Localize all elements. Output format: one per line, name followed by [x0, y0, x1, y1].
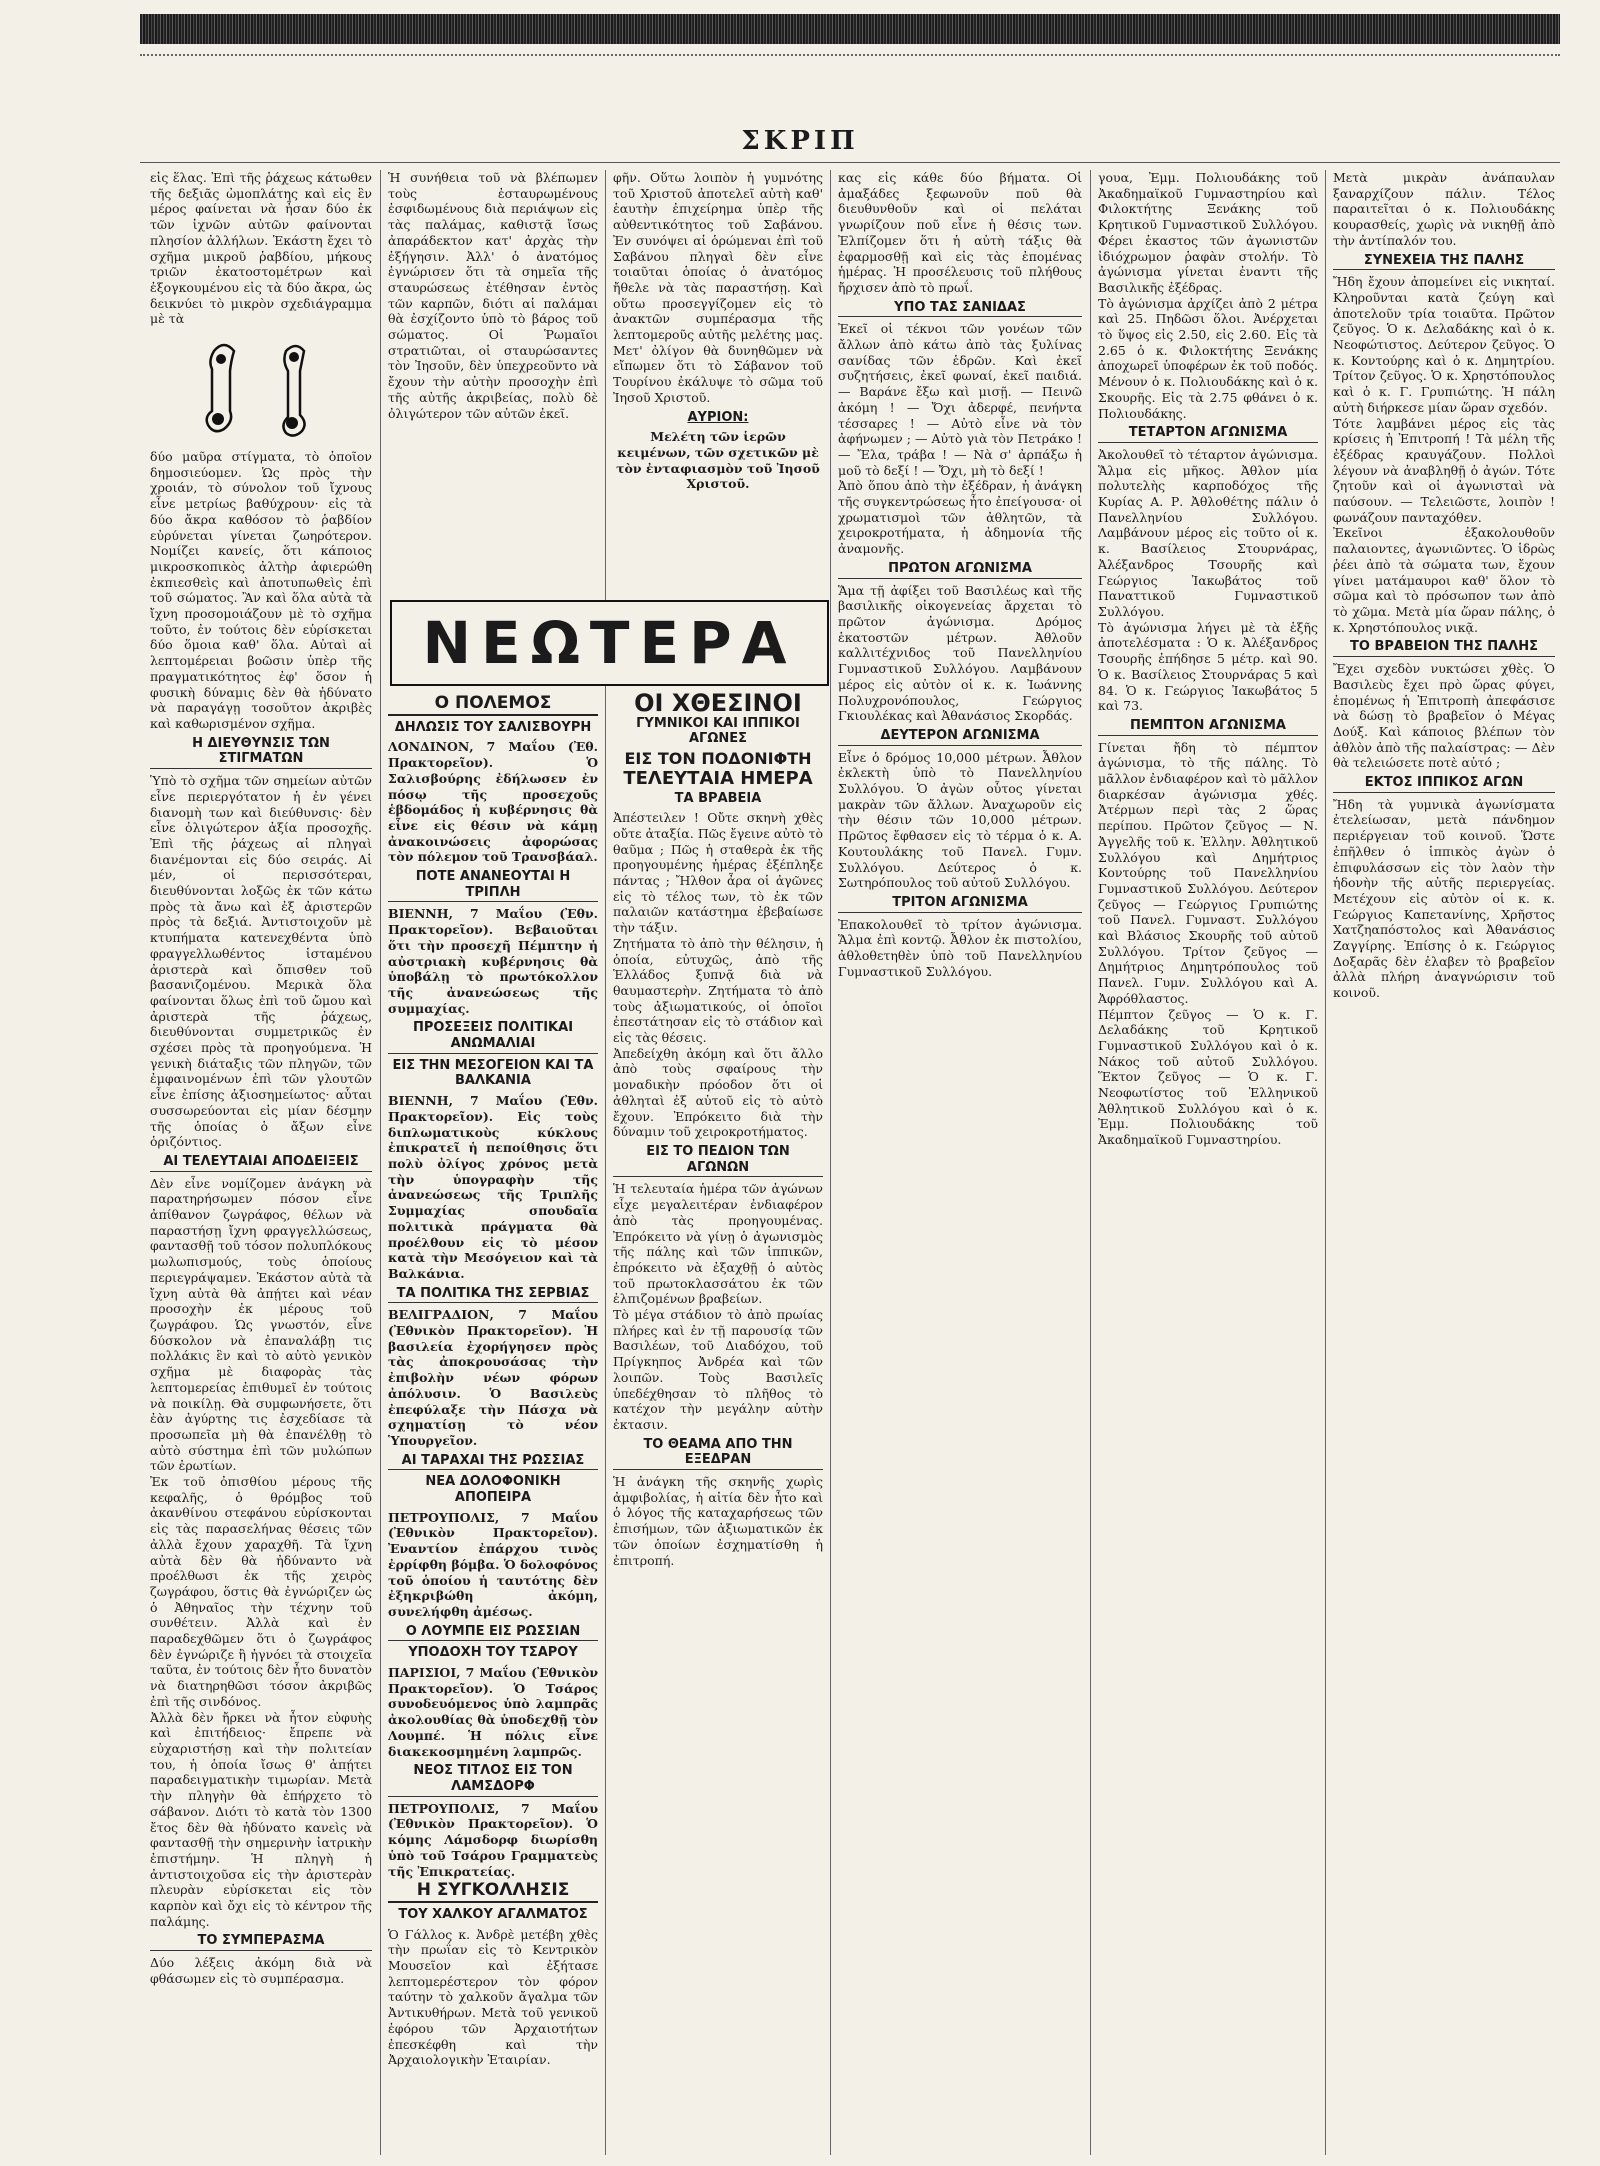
section-heading: ΤΟ ΣΥΜΠΕΡΑΣΜΑ [150, 1933, 372, 1951]
section-heading: ΑΙ ΤΕΛΕΥΤΑΙΑΙ ΑΠΟΔΕΙΞΕΙΣ [150, 1154, 372, 1172]
section-heading: ΥΠΟ ΤΑΣ ΣΑΝΙΔΑΣ [838, 300, 1082, 318]
column-divider [605, 170, 606, 2155]
news-paragraph: ΒΙΕΝΝΗ, 7 Μαΐου (Ἐθν. Πρακτορεῖον). Εἰς τοὺς διπλωματικοὺς κύκλους ἐπικρατεῖ ἡ πεποίθησις ὅτι πολὺ ὀλίγος χρόνος μετὰ τὴν ὑπογραφὴν τῆς ἀνανεώσεως τῆς Τριπλῆς Συμμαχίας σπουδαῖα πολιτικὰ πράγματα θὰ προέλθουν εἰς τὸ μέσον κατὰ τὴν Μεσόγειον καὶ τὰ Βαλκάνια. [388, 1093, 598, 1281]
paragraph: Ἀπεδείχθη ἀκόμη καὶ ὅτι ἄλλο ἀπὸ τοὺς σφαίρους τὴν μοναδικὴν πρόοδον ὅτι οἱ ἀθληταὶ ἐξ αὐτοῦ εἰς τὸ αὐτὸ ἔχουν. Ἐπρόκειτο διὰ τὴν δύναμιν τοῦ χειροκροτήματος. [613, 1045, 823, 1140]
column-7 [1333, 170, 1555, 2150]
section-heading: ΕΚΤΟΣ ΙΠΠΙΚΟΣ ΑΓΩΝ [1333, 775, 1555, 793]
paragraph: Ἤδη τὰ γυμνικὰ ἀγωνίσματα ἐτελείωσαν, μετὰ πάνδημον περιέργειαν τοῦ κοινοῦ. Ὥστε ἐπῆλθεν ὁ ἱππικὸς ἀγὼν ὁ ἐπιφυλάσσων εἰς τὸν λαὸν τὴν ἡδονὴν τῆς αὐτῆς περιεργείας. Μετέχουν εἰς αὐτὸν οἱ κ. κ. Γεώργιος Καπετανίνης, Χρῆστος Χατζηαπόστολος καὶ Ἀθανάσιος Ζαγγίρης. Ἐπίσης ὁ κ. Γεώργιος Δοξαρᾶς δὲν ἐλαβεν τὸ βραβεῖον ἀλλὰ πλήρη ἀναγνώρισιν τοῦ κοινοῦ. [1333, 796, 1555, 1001]
paragraph: Ἤδη ἔχουν ἀπομείνει εἰς νικηταί. Κληροῦνται κατὰ ζεύγη καὶ ἀποτελοῦν τρία τοιαῦτα. Πρῶτον ζεῦγος. Ὁ κ. Δελαδάκης καὶ ὁ κ. Νεοφώτιστος. Δεύτερον ζεῦγος. Ὁ κ. Κοντούρης καὶ ὁ κ. Δημητρίου. Τρίτον ζεῦγος. Ὁ κ. Χρηστόπουλος καὶ ὁ κ. Γ. Γρυπιώτης. Ἡ πάλη αὐτὴ διήρκεσε μίαν ὥραν σχεδόν. [1333, 274, 1555, 415]
column-divider [830, 170, 831, 2155]
news-heading: Η ΣΥΓΚΟΛΛΗΣΙΣ [388, 1883, 598, 1903]
paragraph: Εἶνε ὁ δρόμος 10,000 μέτρων. Ἆθλον ἐκλεκτὴ ὑπὸ τὸ Πανελληνίου Συλλόγου. Ὁ ἀγὼν οὗτος γίνεται μακρὰν τῶν ἄλλων. Ἀναχωροῦν εἰς τὴν θέσιν τῶν 10,000 μέτρων. Πρῶτος ἔφθασεν εἰς τὸ τέρμα ὁ κ. Α. Κουτουλάκης τοῦ Πανελ. Γυμν. Συλλόγου. Δεύτερος ὁ κ. Σωτηρόπουλος τοῦ αὐτοῦ Συλλόγου. [838, 749, 1082, 891]
top-dotted-rule [140, 54, 1560, 56]
news-paragraph: ΛΟΝΔΙΝΟΝ, 7 Μαΐου (Ἐθ. Πρακτορεῖον). Ὁ Σαλισβούρης ἐδήλωσεν ἐν πόσῳ τῆς προσεχοῦς ἑβδομάδος ἡ κυβέρνησις θὰ εἶνε εἰς θέσιν νὰ κάμῃ ἀνακοινώσεις ἀφορώσας τὸν πόλεμον τοῦ Τρανσβάαλ. [388, 739, 598, 865]
news-paragraph: ΠΑΡΙΣΙΟΙ, 7 Μαΐου (Ἐθνικὸν Πρακτορεῖον). Ὁ Τσάρος συνοδευόμενος ὑπὸ λαμπρᾶς ἀκολουθίας θὰ ὑποδεχθῇ τὸν Λουμπέ. Ἡ πόλις εἶνε διακεκοσμημένη λαμπρῶς. [388, 1665, 598, 1759]
column-6 [1098, 170, 1318, 2150]
paragraph: Μετὰ μικρὰν ἀνάπαυλαν ξαναρχίζουν πάλιν. Τέλος παραιτεῖται ὁ κ. Πολιουδάκης κουρασθείς, χωρὶς νὰ νικηθῇ ἀπὸ τὴν ἀντίπαλόν του. [1333, 170, 1555, 248]
paragraph: Ἀπέστειλεν ! Οὔτε σκηνὴ χθὲς οὔτε ἀταξία. Πῶς ἔγεινε αὐτὸ τὸ θαῦμα ; Πῶς ἡ σταθερὰ ἐκ τῆς προηγουμένης ἡμέρας ἐξέπληξε πάντας ; Ἤλθον ἆρα οἱ ἀγῶνες εἰς τὸ τέλος των, τὸ ἐκ τῶν παλαιῶν κατάστημα ἐβεβαίωσε τὴν τάξιν. [613, 810, 823, 936]
news-heading: Ο ΛΟΥΜΠΕ ΕΙΣ ΡΩΣΣΙΑΝ [388, 1624, 598, 1642]
news-subheading: ΕΙΣ ΤΗΝ ΜΕΣΟΓΕΙΟΝ ΚΑΙ ΤΑ ΒΑΛΚΑΝΙΑ [392, 1057, 594, 1089]
paragraph: Τὸ ἀγώνισμα λήγει μὲ τὰ ἑξῆς ἀποτελέσματα : Ὁ κ. Ἀλέξανδρος Τσουρῆς ἐπήδησε 5 μέτρ. καὶ 90. Ὁ κ. Βασίλειος Στουρνάρας 5 καὶ 84. Ὁ κ. Γεώργιος Ἰακωβάτος 5 καὶ 73. [1098, 619, 1318, 714]
news-column [388, 692, 598, 2150]
paragraph: Δύο λέξεις ἀκόμη διὰ νὰ φθάσωμεν εἰς τὸ συμπέρασμα. [150, 1955, 372, 1986]
section-heading: ΔΕΥΤΕΡΟΝ ΑΓΩΝΙΣΜΑ [838, 728, 1082, 746]
section-heading: ΤΟ ΒΡΑΒΕΙΟΝ ΤΗΣ ΠΑΛΗΣ [1333, 639, 1555, 657]
paragraph: Ἐκ τοῦ ὀπισθίου μέρους τῆς κεφαλῆς, ὁ θρόμβος τοῦ ἀκανθίνου στεφάνου εὑρίσκονται εἰς τὰς παρασελήνας θέσεις τῶν ἀλλὰ ἔχουν χαραχθῆ. Τὰ ἴχνη αὐτὰ δὲν θὰ ἠδύναντο νὰ προέλθωσι ἐκ τῆς χειρὸς ζωγράφου, ὅστις θὰ ἐγνώριζεν ὡς ὁ Ἀθηναῖος τὴν τέχνην τοῦ συνθέτειν. Ἀλλὰ καὶ ἐν παραδεχθῶμεν ὅτι ὁ ζωγράφος δὲν ἐγνώριζε ἢ ἠγνόει τὰ στοιχεῖα ταῦτα, ἐν τούτοις δὲν ἦτο δυνατὸν νὰ διατηρηθῶσι τόσον ἀκριβῶς ἐπὶ τῆς σινδόνος. [150, 1474, 372, 1709]
paragraph: Ζητήματα τὸ ἀπὸ τὴν θέλησιν, ἡ ὁποία, εὐτυχῶς, ἀπὸ τῆς Ἑλλάδος ξυπνᾷ διὰ νὰ θαυμαστερὴν. Ζητήματα τὸ ἀπὸ τοὺς ἀξιωματικούς, οἱ ὁποῖοι ἐπεστάτησαν εἰς τὸ στάδιον καὶ εἰς τὰς θέσεις. [613, 935, 823, 1046]
section-heading: ΠΕΜΠΤΟΝ ΑΓΩΝΙΣΜΑ [1098, 718, 1318, 736]
column-3-top [613, 170, 823, 590]
section-heading: ΤΡΙΤΟΝ ΑΓΩΝΙΣΜΑ [838, 895, 1082, 913]
paragraph: Ἐπακολουθεῖ τὸ τρίτον ἀγώνισμα. Ἅλμα ἐπὶ κοντῷ. Ἆθλον ἐκ πιστολίου, ἀθλοθετηθὲν ὑπὸ τοῦ Πανελληνίου Γυμναστικοῦ Συλλόγου. [838, 916, 1082, 979]
paragraph: γουα, Ἐμμ. Πολιουδάκης τοῦ Ἀκαδημαϊκοῦ Γυμναστηρίου καὶ Φιλοκτήτης Ξενάκης τοῦ Κρητικοῦ Γυμναστικοῦ Συλλόγου. Φέρει ἑκαστος τῶν ἀγωνιστῶν ἰδιόχρωμον ῥαφὰν στολήν. Τὸ ἀγώνισμα γίνεται ἐναντι τῆς Βασιλικῆς ἐξέδρας. [1098, 170, 1318, 295]
paragraph: Γίνεται ἤδη τὸ πέμπτον ἀγώνισμα, τὸ τῆς πάλης. Τὸ μᾶλλον ἐνδιαφέρον καὶ τὸ μᾶλλον διαρκέσαν ἀγώνισμα χθές. Ἀτέρμων περὶ τὰς 2 ὥρας περίπου. Πρῶτον ζεῦγος — Ν. Ἀγγελῆς τοῦ κ. Ἑλλην. Ἀθλητικοῦ Συλλόγου καὶ Δημήτριος Κοντούρης τοῦ Πανελληνίου Γυμναστικοῦ Συλλόγου. Δεύτερον ζεῦγος — Γεώργιος Γρυπιώτης τοῦ Πανελ. Γυμναστ. Συλλόγου καὶ Βλάσιος Σκουρῆς τοῦ αὐτοῦ Συλλόγου. Τρίτον ζεῦγος — Δημήτριος Δημητρόπουλος τοῦ Πανελ. Γυμν. Συλλόγου καὶ Α. Ἀφρόθλαστος. [1098, 739, 1318, 1006]
paragraph: Μελέτη τῶν ἱερῶν κειμένων, τῶν σχετικῶν μὲ τὸν ἐνταφιασμὸν τοῦ Ἰησοῦ Χριστοῦ. [616, 429, 820, 492]
games-subheading: ΤΑ ΒΡΑΒΕΙΑ [674, 790, 762, 806]
masthead: ΣΚΡΙΠ [741, 126, 859, 156]
section-heading: Η ΔΙΕΥΘΥΝΣΙΣ ΤΩΝ ΣΤΙΓΜΑΤΩΝ [150, 736, 372, 769]
news-paragraph: ΠΕΤΡΟΥΠΟΛΙΣ, 7 Μαΐου (Ἐθνικὸν Πρακτορεῖον). Ὁ κόμης Λάμσδορφ διωρίσθη ὑπὸ τοῦ Τσάρου Γραμματεὺς τῆς Ἐπικρατείας. [388, 1800, 598, 1879]
paragraph: Δὲν εἶνε νομίζομεν ἀνάγκη νὰ παρατηρήσωμεν πόσον εἶνε ἀπίθανον ζωγράφος, θέλων νὰ παραστήσῃ ἴχνη φραγγελλώσεως, φαντασθῇ τοῦ τόσον πολυπλόκους μωλωπισμούς, τοὺς ὁποίους περιεγράψαμεν. Ἑκάστον αὐτὰ τὰ ἴχνη αὐτὰ θὰ ἀπῄτει καὶ νέαν προσοχὴν ἐκ μέρους τοῦ ζωγράφου. Ὡς γνωστόν, εἶνε δύσκολον νὰ ἐπαναλάβῃ τις πολλάκις ἓν καὶ τὸ αὐτὸ γενικὸν σχῆμα μὲ διαφορὰς τὰς λεπτομερείας ἐπιθυμεῖ ἐν τούτοις νὰ ποικίλῃ. Θὰ συμφωνήσετε, ὅτι ἐὰν ἀγύρτης τις ἐσχεδίασε τὰ προσωπεῖα μὴ θὰ ἐπανέλθῃ τὸ αὐτὸ σύστημα ἐπὶ τῶν μυλώπων τῶν ἐρωτίων. [150, 1175, 372, 1474]
column-2-top [388, 170, 598, 590]
section-heading: ΣΥΝΕΧΕΙΑ ΤΗΣ ΠΑΛΗΣ [1333, 253, 1555, 271]
section-heading: ΕΙΣ ΤΟ ΠΕΔΙΟΝ ΤΩΝ ΑΓΩΝΩΝ [613, 1144, 823, 1177]
games-subheading: ΓΥΜΝΙΚΟΙ ΚΑΙ ΙΠΠΙΚΟΙ ΑΓΩΝΕΣ [636, 715, 800, 747]
news-paragraph: Ὁ Γάλλος κ. Ἀνδρὲ μετέβη χθὲς τὴν πρωΐαν εἰς τὸ Κεντρικὸν Μουσεῖον καὶ ἐξήτασε λεπτομερέστερον τὸν φόρον ταύτην τὸ χαλκοῦν ἄγαλμα τῶν Ἀντικυθήρων. Μετὰ τοῦ γενικοῦ ἐφόρου τῶν Ἀρχαιοτήτων ἐπεσκέφθη καὶ τὴν Ἀρχαιολογικὴν Ἑταιρίαν. [388, 1926, 598, 2068]
games-heading: ΟΙ ΧΘΕΣΙΝΟΙ [634, 692, 802, 717]
paragraph: Ὑπὸ τὸ σχῆμα τῶν σημείων αὐτῶν εἶνε περιεργότατον ἡ ἐν γένει διανομὴ των καὶ διεύθυνσις· δὲν εἶνε ὀλιγώτερον ἀξία προσοχῆς. Ἐπὶ τῆς ῥάχεως αἱ πληγαὶ διανέμονται εἰς δύο σειράς. Αἱ μέν, οἱ περισσότεραι, διευθύνονται λοξῶς ἐκ τῶν κάτω πρὸς τὰ ἄνω καὶ ἐξ ἀριστερῶν πρὸς τὰ δεξιά. Ἀντιστοιχοῦν μὲ κτυπήματα κατενεχθέντα ὑπὸ φραγγελλωθέντος ἱσταμένου ἀριστερὰ καὶ ὄπισθεν τοῦ βασανιζομένου. Μερικὰ ὅλα φαίνονται ὅλως ἐπὶ τοῦ ὤμου καὶ ἀριστερὰ τῆς ῥάχεως, διευθύνονται συμμετρικῶς ἐν σχέσει πρὸς τὰ προηγούμενα. Ἡ γενικὴ διάταξις τῶν πληγῶν, τῶν ἐμφαινομένων ἐπὶ τῶν γλουτῶν εἶνε ἐπίσης ἀξιοσημείωτος· αὗται συσσωρεύονται εἰς μίαν δέσμην τῆς ὁποίας ὁ ἄξων εἶνε ὁριζόντιος. [150, 773, 372, 1150]
news-heading: ΝΕΟΣ ΤΙΤΛΟΣ ΕΙΣ ΤΟΝ ΛΑΜΣΔΟΡΦ [388, 1763, 598, 1796]
paragraph: Ἐκεῖνοι ἐξακολουθοῦν παλαιοντες, ἀγωνιῶντες. Ὁ ἱδρὼς ῥέει ἀπὸ τὰ σώματα των, ἔχουν γίνει ματάμαυροι καθ' ὅλον τὸ σῶμα καὶ τὸ πρόσωπον των ἀπὸ τὸ χῶμα. Μετὰ μία ὥραν πάλης, ὁ κ. Χρηστόπουλος νικᾷ. [1333, 525, 1555, 635]
news-paragraph: ΒΙΕΝΝΗ, 7 Μαΐου (Ἐθν. Πρακτορεῖον). Βεβαιοῦται ὅτι τὴν προσεχῆ Πέμπτην ἡ αὐστριακὴ κυβέρνησις θὰ ὑποβάλῃ τὸ πρωτόκολλον τῆς ἀνανεώσεως τῆς συμμαχίας. [388, 906, 598, 1016]
paragraph: εἰς ἕλας. Ἐπὶ τῆς ῥάχεως κάτωθεν τῆς δεξιᾶς ὠμοπλάτης καὶ εἰς ἓν μέρος φαίνεται νὰ ἦσαν δύο ἐκ τῶν ἰχνῶν αὐτῶν φαίνονται πλησίον ἀλλήλων. Ἑκάστη ἔχει τὸ σχῆμα μικροῦ ῥαβδίου, μήκους τριῶν ἑκατοστομέτρων καὶ ἐξογκουμένου εἰς τὰ δύο ἄκρα, ὡς δεικνύει τὸ μικρὸν σχεδιάγραμμα μὲ τὰ [150, 170, 372, 327]
paragraph: Πέμπτον ζεῦγος — Ὁ κ. Γ. Δελαδάκης τοῦ Κρητικοῦ Γυμναστικοῦ Συλλόγου καὶ ὁ κ. Νάκος τοῦ αὐτοῦ Συλλόγου. Ἕκτον ζεῦγος — Ὁ κ. Γ. Νεοφωτίστος τοῦ Ἑλληνικοῦ Ἀθλητικοῦ Συλλόγου καὶ ὁ κ. Ἐμμ. Πολιουδάκης τοῦ Ἀκαδημαϊκοῦ Γυμναστηρίου. [1098, 1006, 1318, 1148]
news-subheading: ΝΕΑ ΔΟΛΟΦΟΝΙΚΗ ΑΠΟΠΕΙΡΑ [425, 1474, 561, 1506]
masthead-rule [140, 162, 1560, 163]
paragraph: Ἅμα τῇ ἀφίξει τοῦ Βασιλέως καὶ τῆς βασιλικῆς οἰκογενείας ἄρχεται τὸ πρῶτον ἀγώνισμα. Δρόμος ἑκατοστῶν μέτρων. Ἀθλοῦν καλλιτέχνιδος τοῦ Πανελληνίου Γυμναστικοῦ Συλλόγου. Λαμβάνουν μέρος εἰς αὐτὸν οἱ κ. κ. Ἰωάννης Πολυχρονόπουλος, Γεώργιος Γκιουλέκας καὶ Ἀθανάσιος Σκορδάς. [838, 582, 1082, 724]
paragraph: Ἀπὸ ὅπου ἀπὸ τὴν ἐξέδραν, ἡ ἀνάγκη τῆς συγκεντρώσεως ἦτο ἐπείγουσα· οἱ χρωματισμοὶ τῶν ἀθλητῶν, τὰ χειροκροτήματα, ἡ ἀδημονία τῆς ἀναμονῆς. [838, 478, 1082, 557]
paragraph: Ἡ ἀνάγκη τῆς σκηνῆς χωρὶς ἀμφιβολίας, ἡ αἰτία δὲν ἦτο καὶ ὁ λόγος τῆς καταχαρήσεως τῶν ἐπισήμων, τῶν ἀξιωματικῶν ἐκ τῶν ὁποίων ἐσχηματίσθη ἡ ἐπιτροπή. [613, 1474, 823, 1568]
paragraph: δύο μαῦρα στίγματα, τὸ ὁποῖον δημοσιεύομεν. Ὡς πρὸς τὴν χροιάν, τὸ σύνολον τοῦ ἴχνους εἶνε μετρίως βαθύχρουν· εἰς τὰ δύο ἄκρα καθόσον τὸ ῥαβδίον εὐρύνεται γίνεται ζωηρότερον. Νομίζει κανείς, ὅτι κάποιος μικροσκοπικὸς ἀλτὴρ ἀφιερώθη ἐκπιεσθεὶς καὶ ἀποτυπωθεὶς ἐπὶ τοῦ σώματος. Ἂν καὶ ὅλα αὐτὰ τὰ ἴχνη προσομοιάζουν μὲ τὸ σχῆμα τοῦτο, ἐν τούτοις δὲν εὑρίσκεται δύο ὅμοια καθ' ὅλα. Αὐταὶ αἱ λεπτομέρειαι βοῶσιν ὑπὲρ τῆς πραγματικότητος ἐφ' ὅσον ἡ φυσικὴ δύναμις δὲν θὰ ἠδύνατο νὰ παραγάγῃ τοσοῦτον ἀκριβὲς καὶ καθωρισμένον σχῆμα. [150, 449, 372, 731]
column-5 [838, 170, 1082, 2150]
games-subheading: ΤΕΛΕΥΤΑΙΑ ΗΜΕΡΑ [623, 767, 813, 789]
section-heading: ΠΡΩΤΟΝ ΑΓΩΝΙΣΜΑ [838, 561, 1082, 579]
column-1 [150, 170, 372, 2150]
games-subheading: ΕΙΣ ΤΟΝ ΠΟΔΟΝΙΦΤΗ [624, 749, 812, 769]
section-heading: ΤΕΤΑΡΤΟΝ ΑΓΩΝΙΣΜΑ [1098, 425, 1318, 443]
column-divider [380, 170, 381, 2155]
games-column [613, 692, 823, 2150]
paragraph: Ἔχει σχεδὸν νυκτώσει χθὲς. Ὁ Βασιλεὺς ἔχει πρὸ ὥρας φύγει, ἐπομένως ἡ Ἐπιτροπὴ ἀπεφάσισε νὰ δώσῃ τὸ βραβεῖον ὁ Μέγας Δούξ. Καὶ κάποιος βλέπων τὸν ἀθλὸν ἀπὸ τῆς παλαίστρας: — Δὲν θὰ τελειώσετε ποτὲ αὐτό ; [1333, 661, 1555, 771]
top-decorative-bar [140, 14, 1560, 44]
news-heading: ΠΡΟΣΕΞΕΙΣ ΠΟΛΙΤΙΚΑΙ ΑΝΩΜΑΛΙΑΙ [388, 1020, 598, 1053]
stigmata-illustration [186, 333, 336, 443]
news-heading: ΑΙ ΤΑΡΑΧΑΙ ΤΗΣ ΡΩΣΣΙΑΣ [388, 1453, 598, 1471]
neotera-banner [390, 600, 829, 686]
paragraph: Ἐκεῖ οἱ τέκνοι τῶν γονέων τῶν ἄλλων ἀπὸ κάτω ἀπὸ τὰς ξυλίνας σανίδας τῶν ἑδρῶν. Καὶ ἐκεῖ συζητήσεις, ἐκεῖ φωναί, ἐκεῖ παιδιά. — Βαράνε ἔξω καὶ μισῇ. — Πεινῶ ἀκόμη ! — Ὄχι ἀδερφέ, πενήντα τέσσαρες ! — Αὐτὸ εἶνε νὰ τὸν ἀφήνωμεν ; — Αὐτὸ γιὰ τὸν Πετράκο ! — Ἔλα, τράβα ! — Νὰ σ' ἀρπάξω ἡ μοῦ τὸ δεξί ! — Ὄχι, μὴ τὸ δεξί ! [838, 321, 1082, 478]
section-heading: ΑΥΡΙΟΝ: [687, 409, 749, 425]
news-paragraph: ΠΕΤΡΟΥΠΟΛΙΣ, 7 Μαΐου (Ἐθνικὸν Πρακτορεῖον). Ἐναντίον ἐπάρχου τινὸς ἐρρίφθη βόμβα. Ὁ δολοφόνος τοῦ ὁποίου ἡ ταυτότης δὲν ἐξηκριβώθη ἀκόμη, συνελήφθη ἀμέσως. [388, 1509, 598, 1619]
paragraph: Ἀλλὰ δὲν ἤρκει νὰ ἦτον εὐφυὴς καὶ ἐπιτήδειος· ἔπρεπε νὰ εὐχαριστήσῃ καὶ τὴν πολιτείαν του, ἡ ὁποία ἴσως θ' ἀπῄτει παραδειγματικὴν τιμωρίαν. Μετὰ τὴν πληγὴν θὰ ἐπήρχετο τὸ σάβανον. Διότι τὸ κατὰ τὸν 1300 ἔτος δὲν θὰ ἠδύνατο κανεὶς νὰ φαντασθῇ τὴν σημερινὴν ἰατρικὴν ἐπιστήμην. Ἡ πληγὴ ἡ ἀντιστοιχοῦσα εἰς τὴν ἀριστερὰν πλευρὰν εὑρίσκεται εἰς τὸν καρπὸν καὶ ὄχι εἰς τὸ κέντρον τῆς παλάμης. [150, 1709, 372, 1929]
paragraph: Τὸ ἀγώνισμα ἀρχίζει ἀπὸ 2 μέτρα καὶ 25. Πηδῶσι ὅλοι. Ἀνέρχεται τὸ ὕψος εἰς 2.50, εἰς 2.60. Εἰς τὰ 2.65 ὁ κ. Φιλοκτήτης Ξενάκης ἀποχωρεῖ ὑποφέρων ἐκ τοῦ ποδός. Μένουν ὁ κ. Πολιουδάκης καὶ ὁ κ. Σκουρῆς. Εἰς τὰ 2.75 φθάνει ὁ κ. Πολιουδάκης. [1098, 295, 1318, 421]
paragraph: Τὸ μέγα στάδιον τὸ ἀπὸ πρωίας πλήρες καὶ ἐν τῇ παρουσίᾳ τῶν Βασιλέων, τοῦ Διαδόχου, τοῦ Πρίγκηπος Ἀνδρέα καὶ τῶν λοιπῶν. Τοὺς Βασιλεῖς ὑπεδέχθησαν τὸ πλῆθος τὸ κατέχον τὴν μεγάλην αὐτὴν ἐκτασιν. [613, 1307, 823, 1432]
news-subheading: ΥΠΟΔΟΧΗ ΤΟΥ ΤΣΑΡΟΥ [408, 1645, 578, 1661]
news-subheading: ΔΗΛΩΣΙΣ ΤΟΥ ΣΑΛΙΣΒΟΥΡΗ [394, 719, 592, 735]
news-heading: Ο ΠΟΛΕΜΟΣ [388, 696, 598, 716]
news-paragraph: ΒΕΛΙΓΡΑΔΙΟΝ, 7 Μαΐου (Ἐθνικὸν Πρακτορεῖον). Ἡ βασιλεία ἐχορήγησεν πρὸς τὰς ἀποκρουσάσας τὴν ἐπιβολὴν νέων φόρων ἀπόλυσιν. Ὁ Βασιλεὺς ἐπεφύλαξε τὴν Πάσχα νὰ σχηματίσῃ τὸ νέον Ὑπουργεῖον. [388, 1307, 598, 1448]
paragraph: φῆν. Οὕτω λοιπὸν ἡ γυμνότης τοῦ Χριστοῦ ἀποτελεῖ αὐτὴ καθ' ἑαυτὴν ἐπιχείρημα ὑπὲρ τῆς αὐθεντικότητος τοῦ Σαβάνου. Ἐν συνόψει αἱ ὁρώμεναι ἐπὶ τοῦ Σαβάνου πληγαὶ δὲν εἶνε τοιαῦται ὁποίας ὁ ἀνατόμος ἤθελε νὰ τὰς παραστήσῃ. Καὶ οὕτω προσεγγίζομεν εἰς τὸ ἀνακτῶν συμπέρασμα τῆς λεπτομεροῦς αὐτῆς μελέτης μας. Μετ' ὀλίγον θὰ δυνηθῶμεν νὰ εἴπωμεν ὅτι τὸ Σάβανον τοῦ Τουρίνου ἐκάλυψε τὸ σῶμα τοῦ Ἰησοῦ Χριστοῦ. [613, 170, 823, 405]
column-divider [1090, 170, 1091, 2155]
column-divider [1325, 170, 1326, 2155]
paragraph: κας εἰς κάθε δύο βήματα. Οἱ ἀμαξάδες ξεφωνοῦν ποῦ θὰ διευθυνθοῦν καὶ οἱ πελάται γνωρίζουν ποῦ εἶνε ἡ θέσις των. Ἐλπίζομεν ὅτι ἡ αὐτὴ τάξις θὰ ἐφαρμοσθῇ καὶ εἰς τὰς ἐπομένας ἡμέρας. Ἡ προσέλευσις τοῦ πλήθους ἤρχισεν ἀπὸ τὸ πρωΐ. [838, 170, 1082, 295]
paragraph: Ἡ τελευταία ἡμέρα τῶν ἀγώνων εἶχε μεγαλειτέραν ἐνδιαφέρον ἀπὸ τὰς προηγουμένας. Ἐπρόκειτο νὰ γίνῃ ὁ ἀγωνισμὸς τῆς πάλης καὶ τῶν ἱππικῶν, ἐπρόκειτο νὰ ἐξαχθῇ ὁ αὐτὸς τοῦ πρωτοκλασσάτου ἐκ τῶν ἐλπιζομένων βραβείων. [613, 1181, 823, 1307]
news-heading: ΤΑ ΠΟΛΙΤΙΚΑ ΤΗΣ ΣΕΡΒΙΑΣ [388, 1286, 598, 1304]
paragraph: Ἡ συνήθεια τοῦ νὰ βλέπωμεν τοὺς ἐσταυρωμένους ἐσφιδωμένους διὰ περιάψων εἰς τὰς παλάμας, καθιστᾷ ἴσως ἀπαράδεκτον κατ' ἀρχὰς τὴν ἐξήγησιν. Ἀλλ' ὁ ἀνατόμος ἐγνώρισεν ὅτι τὰ σημεῖα τῆς σταυρώσεως ἐτέθησαν ἐντὸς τῶν καρπῶν, διότι αἱ παλάμαι θὰ ἐσχίζοντο ὑπὸ τὸ βάρος τοῦ σώματος. Οἱ Ῥωμαῖοι στρατιῶται, οἱ σταυρώσαντες τὸν Ἰησοῦν, δὲν ὑπεχρεοῦντο νὰ ἔχουν τὴν αὐτὴν προσοχὴν ἐπὶ τῆς αὐτῆς ἀκριβείας, πολὺ δὲ ὀλιγώτερον τῶν αὐτῶν ἐκεῖ. [388, 170, 598, 421]
news-heading: ΠΟΤΕ ΑΝΑΝΕΟΥΤΑΙ Η ΤΡΙΠΛΗ [388, 869, 598, 902]
section-heading: ΤΟ ΘΕΑΜΑ ΑΠΟ ΤΗΝ ΕΞΕΔΡΑΝ [613, 1437, 823, 1470]
paragraph: Ἀκολουθεῖ τὸ τέταρτον ἀγώνισμα. Ἅλμα εἰς μῆκος. Ἀθλον μία πολυτελὴς καρποδόχος τῆς Κυρίας Α. Ρ. Ἀθλοθέτης πάλιν ὁ Πανελληνίου Συλλόγου. Λαμβάνουν μέρος εἰς τοῦτο οἱ κ. κ. Βασίλειος Στουρνάρας, Ἀλέξανδρος Τσουρῆς καὶ Γεώργιος Ἰακωβάτος τοῦ Παναττικοῦ Γυμναστικοῦ Συλλόγου. [1098, 446, 1318, 619]
neotera-title: ΝΕΩΤΕΡΑ [422, 609, 797, 677]
news-subheading: ΤΟΥ ΧΑΛΚΟΥ ΑΓΑΛΜΑΤΟΣ [398, 1906, 588, 1922]
paragraph: Τότε λαμβάνει μέρος εἰς τὰς κρίσεις ἡ Ἐπιτροπή ! Τὰ μέλη τῆς ἐξέδρας κραυγάζουν. Πολλοὶ λέγουν νὰ ἀναβληθῇ ὁ ἀγών. Τότε ζητοῦν καὶ οἱ ἀγωνισταὶ νὰ παύσουν. — Τελειῶστε, λοιπὸν ! φωνάζουν πανταχόθεν. [1333, 415, 1555, 525]
